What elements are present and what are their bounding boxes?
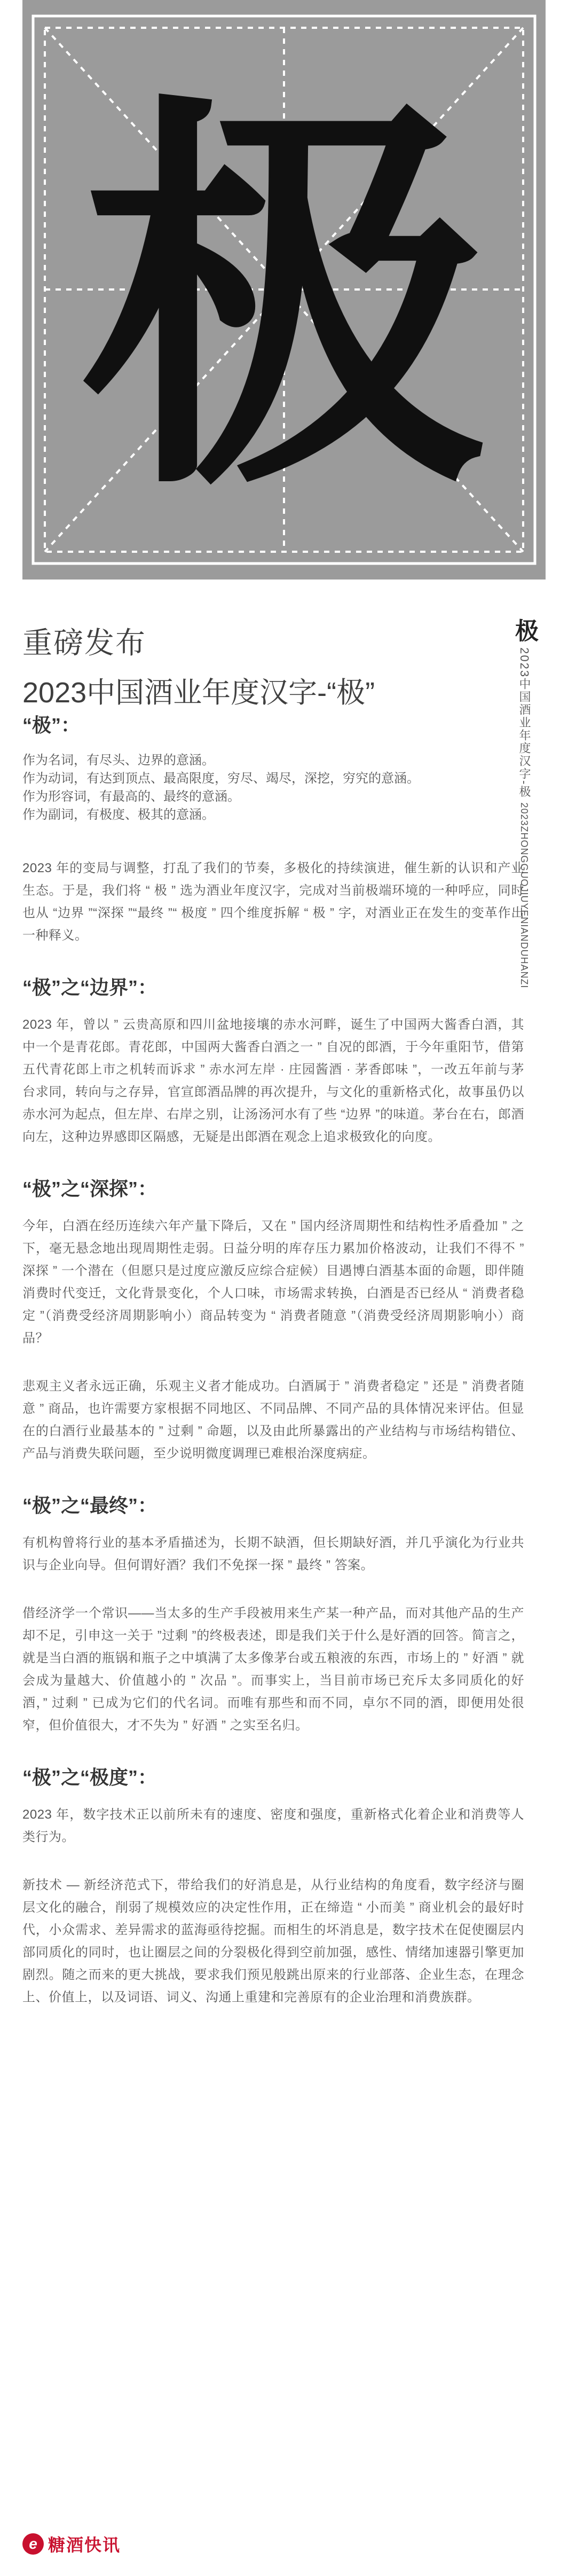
article-body bbox=[22, 710, 524, 2034]
section-heading: “极”之“最终”： bbox=[22, 1494, 157, 1516]
footer-logo bbox=[22, 2532, 121, 2556]
paragraph: 新技术 — 新经济范式下，带给我们的好消息是，从行业结构的角度看，数字经济与圈层文化的融合，削弱了规模效应的决定性作用，正在缔造 “ 小而美 ” 商业机会的最好时代，小众需求、差异需求的蓝海亟待挖掘。而相生的坏消息是，数字技术在促使圈层内部同质化的同时，也让圈层之间的分裂极化得到空前加强，感性、情绪加速器引擎更加剧烈。随之而来的更大挑战，要求我们预见般跳出原来的行业部落、企业生态，在理念上、价值上，以及词语、词义、沟通上重建和完善原有的企业治理和消费族群。 bbox=[22, 1878, 524, 2005]
section-heading: “极”： bbox=[22, 714, 81, 736]
definition-adverb: 作为副词，有极度、极其的意涵。 bbox=[22, 808, 215, 822]
definition-noun: 作为名词，有尽头、边界的意涵。 bbox=[22, 753, 215, 768]
hero-character: 极 bbox=[81, 61, 487, 539]
definition-verb: 作为动词，有达到顶点、最高限度，穷尽、竭尽，深挖，穷究的意涵。 bbox=[22, 771, 420, 786]
brand-name: 糖酒快讯 bbox=[48, 2535, 121, 2555]
vertical-caption-char: 极 bbox=[511, 618, 538, 643]
section-definition bbox=[22, 710, 524, 947]
paragraph: 2023 年，曾以 ” 云贵高原和四川盆地接壤的赤水河畔，诞生了中国两大酱香白酒，其中一个是青花郎。青花郎，中国两大酱香白酒之一 ” 自况的郎酒，于今年重阳节，借第五代青花郎上市之机转而诉求 ” 赤水河左岸 · 庄园酱酒 · 茅香郎味 ”，一改五年前与茅台求同，转向与之存异，官宣郎酒品牌的再次提升，与文化的重新格式化，故事虽仍以赤水河为起点，但左岸、右岸之别，让汤汤河水有了些 “边界 ”的味道。茅台在右，郎酒向左，这种边界感即区隔感，无疑是出郎酒在观念上追求极致化的向度。 bbox=[22, 1017, 524, 1144]
paragraph: 2023 年，数字技术正以前所未有的速度、密度和强度，重新格式化着企业和消费等人类行为。 bbox=[22, 1807, 524, 1844]
title-line-1: 重磅发布 bbox=[22, 626, 146, 660]
paragraph: 悲观主义者永远正确，乐观主义者才能成功。白酒属于 ” 消费者稳定 ” 还是 ” 消费者随意 ” 商品，也许需要方家根据不同地区、不同品牌、不同产品的具体情况来评估。但显在的白酒行业最基本的 ” 过剩 ” 命题，以及由此所暴露出的产业结构与市场结构错位、产品与消费失联问题，至少说明微度调理已难根治深度病症。 bbox=[22, 1379, 524, 1461]
section-extreme bbox=[22, 1763, 524, 2009]
section-deep-probe bbox=[22, 1174, 524, 1465]
section-heading: “极”之“深探”： bbox=[22, 1178, 157, 1200]
title-line-2: 2023中国酒业年度汉字-“极” bbox=[22, 677, 375, 709]
paragraph: 2023 年的变局与调整，打乱了我们的节奏，多极化的持续演进，催生新的认识和产业生态。于是，我们将 “ 极 ” 选为酒业年度汉字，完成对当前极端环境的一种呼应，同时也从 “边界 ”“深探 ”“最终 ”“ 极度 ” 四个维度拆解 “ 极 ” 字，对酒业正在发生的变革作出一种释义。 bbox=[22, 861, 524, 943]
brand-logo-icon: e bbox=[22, 2533, 44, 2555]
vertical-caption-line1: 2023中国酒业年度汉字-极 bbox=[518, 647, 531, 798]
paragraph: 借经济学一个常识——当太多的生产手段被用来生产某一种产品，而对其他产品的生产却不足，引申这一关于 ”过剩 ”的终极表述，即是我们关于什么是好酒的回答。简言之，就是当白酒的瓶锅和瓶子之中填满了太多像茅台或五粮液的东西，市场上的 ” 好酒 ” 就会成为量越大、价值越小的 ” 次品 ”。而事实上，当目前市场已充斥太多同质化的好酒，” 过剩 ” 已成为它们的代名词。而唯有那些和而不同，卓尔不同的酒，即便用处很窄，但价值很大，才不失为 ” 好酒 ” 之实至名归。 bbox=[22, 1606, 524, 1733]
section-boundary bbox=[22, 973, 524, 1148]
section-heading: “极”之“边界”： bbox=[22, 976, 157, 998]
paragraph: 今年，白酒在经历连续六年产量下降后，又在 ” 国内经济周期性和结构性矛盾叠加 ” 之下，毫无悬念地出现周期性走弱。日益分明的库存压力累加价格波动，让我们不得不 ” 深探 ” 一个潜在（但愿只是过度应激反应综合症候）目遇博白酒基本面的命题，即伴随消费时代变迁，文化背景变化，个人口味，市场需求转换，白酒是否已经从 “ 消费者稳定 ”（消费受经济周期影响小）商品转变为 “ 消费者随意 ”（消费受经济周期影响小）商品？ bbox=[22, 1219, 524, 1345]
section-heading: “极”之“极度”： bbox=[22, 1766, 157, 1788]
definition-adjective: 作为形容词，有最高的、最终的意涵。 bbox=[22, 789, 240, 804]
title-block bbox=[22, 620, 492, 711]
paragraph: 有机构曾将行业的基本矛盾描述为，长期不缺酒，但长期缺好酒，并几乎演化为行业共识与企业向导。但何谓好酒？我们不免探一探 ” 最终 ” 答案。 bbox=[22, 1536, 524, 1572]
section-ultimate bbox=[22, 1491, 524, 1737]
hero-banner bbox=[22, 0, 546, 580]
vertical-caption-line2: 2023ZHONGGUOJIUYENIANDUHANZI bbox=[519, 802, 530, 989]
